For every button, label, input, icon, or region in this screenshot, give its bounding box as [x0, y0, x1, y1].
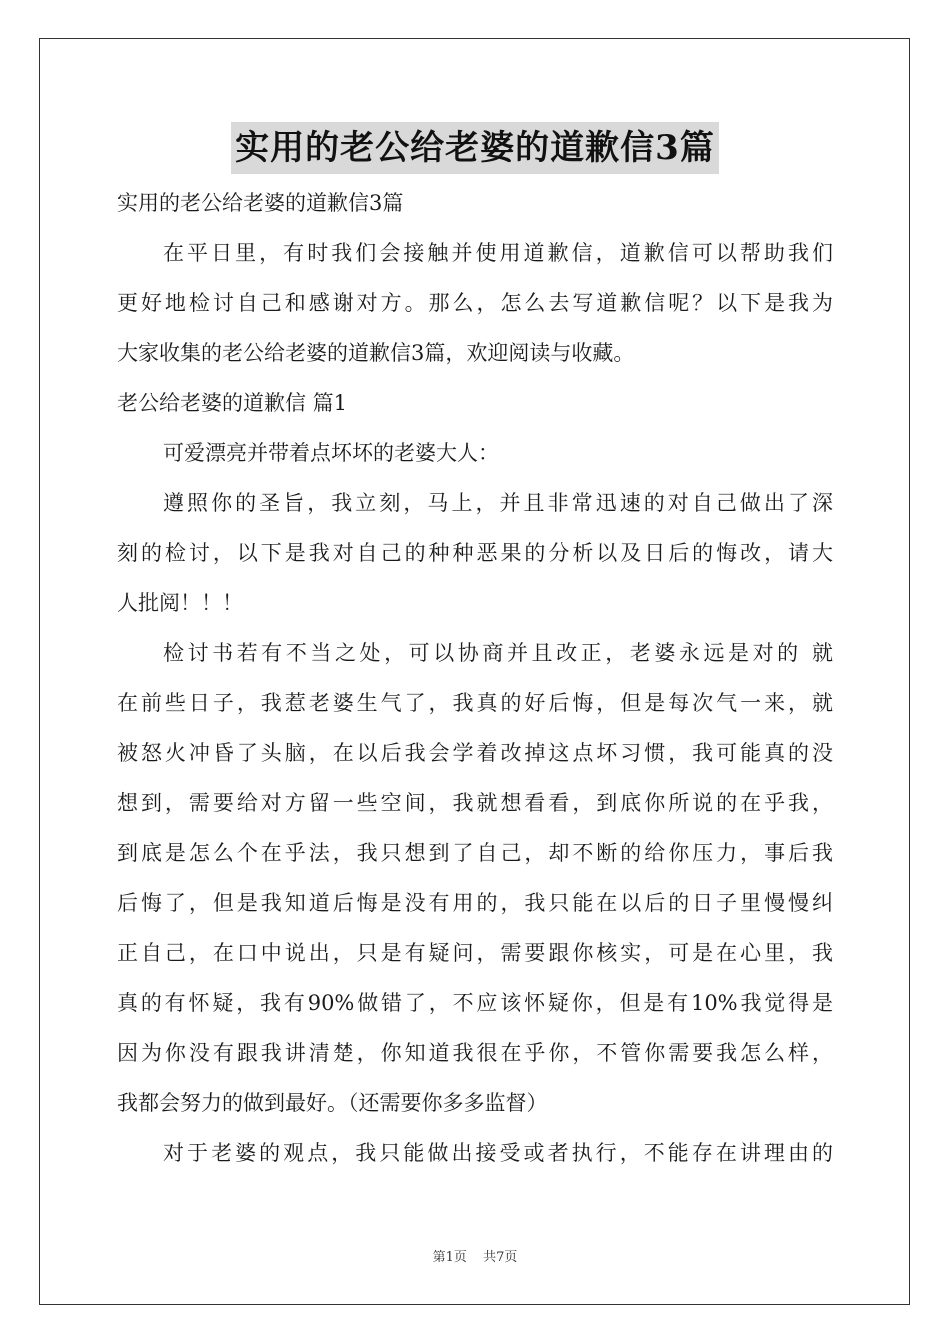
page-total: 共7页: [483, 1250, 518, 1265]
body-line: 大家收集的老公给老婆的道歉信3篇，欢迎阅读与收藏。: [117, 341, 635, 365]
body-line: 人批阅！！！: [117, 591, 243, 615]
body-line: 对于老婆的观点，我只能做出接受或者执行，不能存在讲理由的: [163, 1141, 833, 1165]
document-body: [117, 178, 833, 1178]
body-line: 我都会努力的做到最好。（还需要你多多监督）: [117, 1091, 548, 1115]
body-line: 到底是怎么个在乎法，我只想到了自己，却不断的给你压力，事后我: [117, 841, 833, 865]
page-footer: [0, 1246, 950, 1265]
body-line: 实用的老公给老婆的道歉信3篇: [117, 191, 404, 215]
body-line: 被怒火冲昏了头脑，在以后我会学着改掉这点坏习惯，我可能真的没: [117, 741, 833, 765]
body-line: 在平日里，有时我们会接触并使用道歉信，道歉信可以帮助我们: [163, 241, 833, 265]
body-line: 真的有怀疑，我有90%做错了，不应该怀疑你，但是有10%我觉得是: [117, 991, 833, 1015]
body-line: 更好地检讨自己和感谢对方。那么，怎么去写道歉信呢？以下是我为: [117, 291, 833, 315]
body-line: 遵照你的圣旨，我立刻，马上，并且非常迅速的对自己做出了深: [163, 491, 833, 515]
body-line: 在前些日子，我惹老婆生气了，我真的好后悔，但是每次气一来，就: [117, 691, 833, 715]
body-line: 正自己，在口中说出，只是有疑问，需要跟你核实，可是在心里，我: [117, 941, 833, 965]
document-title: 实用的老公给老婆的道歉信3篇: [231, 122, 719, 174]
section-heading: 老公给老婆的道歉信 篇1: [117, 391, 348, 415]
body-line: 可爱漂亮并带着点坏坏的老婆大人：: [163, 441, 499, 465]
title-container: [0, 122, 950, 174]
body-line: 刻的检讨，以下是我对自己的种种恶果的分析以及日后的悔改，请大: [117, 541, 833, 565]
page-number: 第1页: [432, 1250, 467, 1265]
body-line: 想到，需要给对方留一些空间，我就想看看，到底你所说的在乎我，: [117, 791, 833, 815]
body-line: 因为你没有跟我讲清楚，你知道我很在乎你，不管你需要我怎么样，: [117, 1041, 833, 1065]
body-line: 检讨书若有不当之处，可以协商并且改正，老婆永远是对的 就: [163, 641, 833, 665]
body-line: 后悔了，但是我知道后悔是没有用的，我只能在以后的日子里慢慢纠: [117, 891, 833, 915]
